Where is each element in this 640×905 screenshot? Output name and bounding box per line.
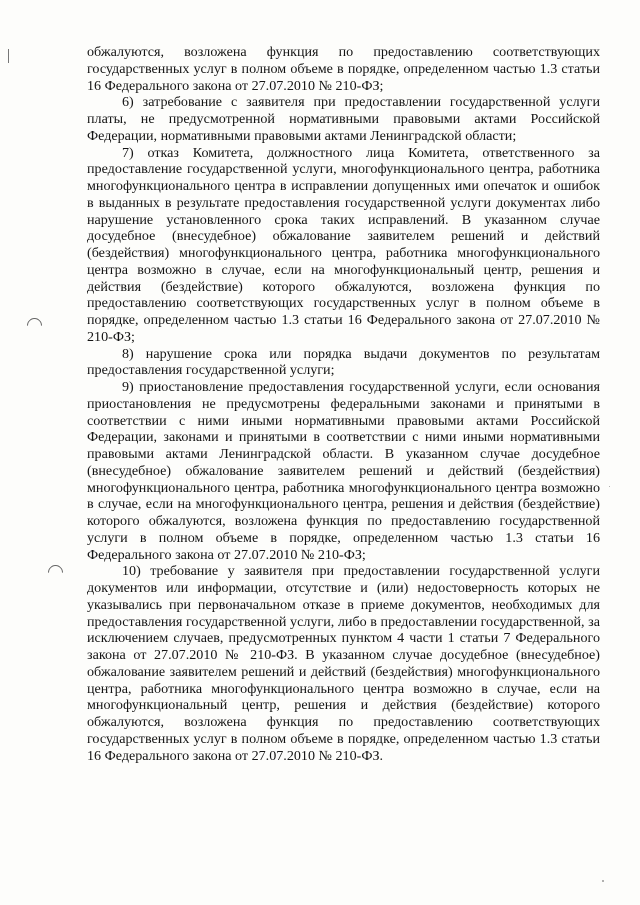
paragraph-continuation: обжалуются, возложена функция по предоставлению соответствующих государственных услуг в полном объеме в порядке, определенном частью 1.3 статьи 16 Федерального закона от 27.07.2010 № 210-ФЗ;	[87, 44, 600, 94]
paragraph-item-6: 6) затребование с заявителя при предоставлении государственной услуги платы, не предусмотренной нормативными правовыми актами Российской Федерации, нормативными правовыми актами Ленинградской области;	[87, 94, 600, 144]
punch-hole-mark	[24, 315, 45, 336]
margin-mark	[8, 49, 9, 63]
scan-speck	[602, 880, 604, 882]
paragraph-item-9: 9) приостановление предоставления государственной услуги, если основания приостановления не предусмотрены федеральными законами и принятыми в соответствии с ними иными нормативными правовыми актами Российской Федерации, законами и принятыми в соответствии с ними иными нормативными правовыми актами Ленинградской области. В указанном случае досудебное (внесудебное) обжалование заявителем решений и действий (бездействия) многофункционального центра, работника многофункционального центра возможно в случае, если на многофункционального центра, решения и действия (бездействие) которого обжалуются, возложена функция по предоставлению государственной услуги в полном объеме в порядке, определенном частью 1.3 статьи 16 Федерального закона от 27.07.2010 № 210-ФЗ;	[87, 379, 600, 563]
document-page	[87, 44, 600, 764]
paragraph-item-7: 7) отказ Комитета, должностного лица Комитета, ответственного за предоставление государственной услуги, многофункционального центра, работника многофункционального центра в исправлении допущенных ими опечаток и ошибок в выданных в результате предоставления государственной услуги документах либо нарушение установленного срока таких исправлений. В указанном случае досудебное (внесудебное) обжалование заявителем решений и действий (бездействия) многофункционального центра, работника многофункционального центра возможно в случае, если на многофункциональный центр, решения и действия (бездействие) которого обжалуются, возложена функция по предоставлению соответствующих государственных услуг в полном объеме в порядке, определенном частью 1.3 статьи 16 Федерального закона от 27.07.2010 № 210-ФЗ;	[87, 144, 600, 345]
paragraph-item-10: 10) требование у заявителя при предоставлении государственной услуги документов или информации, отсутствие и (или) недостоверность которых не указывались при первоначальном отказе в приеме документов, необходимых для предоставления государственной услуги, либо в предоставлении государственной, за исключением случаев, предусмотренных пунктом 4 части 1 статьи 7 Федерального закона от 27.07.2010 № 210-ФЗ. В указанном случае досудебное (внесудебное) обжалование заявителем решений и действий (бездействия) многофункционального центра, работника многофункционального центра возможно в случае, если на многофункциональный центр, решения и действия (бездействие) которого обжалуются, возложена функция по предоставлению соответствующих государственных услуг в полном объеме в порядке, определенном частью 1.3 статьи 16 Федерального закона от 27.07.2010 № 210-ФЗ.	[87, 563, 600, 764]
paragraph-item-8: 8) нарушение срока или порядка выдачи документов по результатам предоставления государственной услуги;	[87, 345, 600, 379]
scan-speck	[609, 486, 610, 487]
punch-hole-mark	[45, 562, 66, 583]
